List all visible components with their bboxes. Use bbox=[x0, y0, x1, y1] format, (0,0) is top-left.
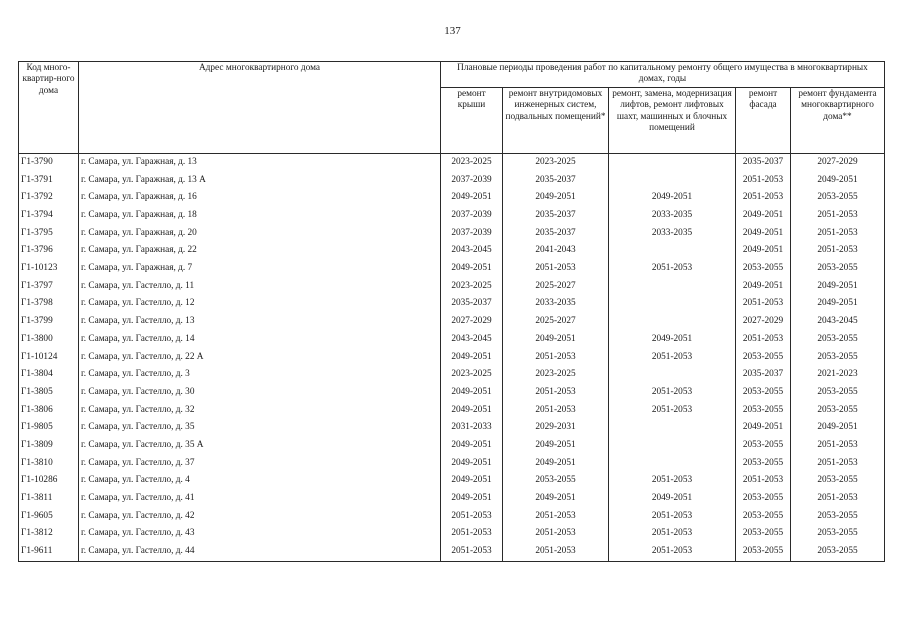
cell-elevators-period bbox=[609, 295, 736, 313]
cell-address: г. Самара, ул. Гастелло, д. 30 bbox=[79, 384, 441, 402]
table-row bbox=[19, 260, 885, 278]
cell-foundation-period: 2053-2055 bbox=[791, 508, 885, 526]
cell-address: г. Самара, ул. Гастелло, д. 11 bbox=[79, 278, 441, 296]
cell-code: Г1-3796 bbox=[19, 242, 79, 260]
cell-elevators-period: 2033-2035 bbox=[609, 207, 736, 225]
cell-code: Г1-10124 bbox=[19, 348, 79, 366]
table-row bbox=[19, 242, 885, 260]
cell-roof-period: 2027-2029 bbox=[441, 313, 503, 331]
cell-engineering-period: 2025-2027 bbox=[503, 313, 609, 331]
cell-roof-period: 2051-2053 bbox=[441, 525, 503, 543]
table-row bbox=[19, 508, 885, 526]
cell-roof-period: 2037-2039 bbox=[441, 207, 503, 225]
table-row bbox=[19, 419, 885, 437]
cell-address: г. Самара, ул. Гаражная, д. 20 bbox=[79, 225, 441, 243]
cell-facade-period: 2053-2055 bbox=[736, 260, 791, 278]
table-row bbox=[19, 207, 885, 225]
table-row bbox=[19, 278, 885, 296]
cell-engineering-period: 2035-2037 bbox=[503, 225, 609, 243]
cell-elevators-period: 2051-2053 bbox=[609, 472, 736, 490]
cell-engineering-period: 2035-2037 bbox=[503, 207, 609, 225]
header-periods: Плановые периоды проведения работ по капитальному ремонту общего имущества в многоквартирных домах, годы bbox=[441, 62, 885, 88]
cell-foundation-period: 2051-2053 bbox=[791, 455, 885, 473]
table-header bbox=[19, 62, 885, 154]
cell-elevators-period bbox=[609, 242, 736, 260]
cell-engineering-period: 2023-2025 bbox=[503, 153, 609, 171]
cell-address: г. Самара, ул. Гастелло, д. 22 А bbox=[79, 348, 441, 366]
cell-engineering-period: 2033-2035 bbox=[503, 295, 609, 313]
table-row bbox=[19, 525, 885, 543]
cell-facade-period: 2053-2055 bbox=[736, 490, 791, 508]
cell-code: Г1-3799 bbox=[19, 313, 79, 331]
table-row bbox=[19, 366, 885, 384]
cell-roof-period: 2049-2051 bbox=[441, 260, 503, 278]
cell-code: Г1-10286 bbox=[19, 472, 79, 490]
cell-engineering-period: 2051-2053 bbox=[503, 543, 609, 561]
cell-facade-period: 2053-2055 bbox=[736, 437, 791, 455]
table-row bbox=[19, 225, 885, 243]
cell-address: г. Самара, ул. Гастелло, д. 12 bbox=[79, 295, 441, 313]
cell-roof-period: 2023-2025 bbox=[441, 278, 503, 296]
cell-foundation-period: 2053-2055 bbox=[791, 401, 885, 419]
cell-address: г. Самара, ул. Гастелло, д. 4 bbox=[79, 472, 441, 490]
cell-foundation-period: 2053-2055 bbox=[791, 543, 885, 561]
cell-engineering-period: 2049-2051 bbox=[503, 455, 609, 473]
cell-engineering-period: 2029-2031 bbox=[503, 419, 609, 437]
cell-facade-period: 2053-2055 bbox=[736, 348, 791, 366]
cell-facade-period: 2035-2037 bbox=[736, 366, 791, 384]
cell-code: Г1-3798 bbox=[19, 295, 79, 313]
cell-elevators-period: 2049-2051 bbox=[609, 490, 736, 508]
header-address: Адрес многоквартирного дома bbox=[79, 62, 441, 154]
cell-foundation-period: 2051-2053 bbox=[791, 207, 885, 225]
cell-address: г. Самара, ул. Гастелло, д. 35 А bbox=[79, 437, 441, 455]
cell-foundation-period: 2053-2055 bbox=[791, 384, 885, 402]
cell-elevators-period: 2051-2053 bbox=[609, 525, 736, 543]
cell-engineering-period: 2051-2053 bbox=[503, 401, 609, 419]
header-roof: ремонт крыши bbox=[441, 87, 503, 153]
cell-roof-period: 2049-2051 bbox=[441, 437, 503, 455]
table-row bbox=[19, 437, 885, 455]
cell-elevators-period: 2051-2053 bbox=[609, 348, 736, 366]
cell-code: Г1-3812 bbox=[19, 525, 79, 543]
header-engineering: ремонт внутридомовых инженерных систем, подвальных помещений* bbox=[503, 87, 609, 153]
cell-address: г. Самара, ул. Гастелло, д. 42 bbox=[79, 508, 441, 526]
cell-roof-period: 2049-2051 bbox=[441, 348, 503, 366]
cell-engineering-period: 2051-2053 bbox=[503, 348, 609, 366]
cell-roof-period: 2043-2045 bbox=[441, 331, 503, 349]
cell-address: г. Самара, ул. Гастелло, д. 13 bbox=[79, 313, 441, 331]
cell-address: г. Самара, ул. Гаражная, д. 7 bbox=[79, 260, 441, 278]
cell-foundation-period: 2051-2053 bbox=[791, 225, 885, 243]
cell-engineering-period: 2051-2053 bbox=[503, 384, 609, 402]
cell-roof-period: 2037-2039 bbox=[441, 172, 503, 190]
cell-elevators-period bbox=[609, 172, 736, 190]
cell-roof-period: 2037-2039 bbox=[441, 225, 503, 243]
cell-roof-period: 2051-2053 bbox=[441, 543, 503, 561]
table-body bbox=[19, 153, 885, 561]
cell-engineering-period: 2051-2053 bbox=[503, 260, 609, 278]
cell-address: г. Самара, ул. Гастелло, д. 44 bbox=[79, 543, 441, 561]
cell-roof-period: 2049-2051 bbox=[441, 401, 503, 419]
cell-address: г. Самара, ул. Гастелло, д. 41 bbox=[79, 490, 441, 508]
table-row bbox=[19, 331, 885, 349]
cell-code: Г1-3794 bbox=[19, 207, 79, 225]
table-row bbox=[19, 153, 885, 171]
cell-address: г. Самара, ул. Гастелло, д. 3 bbox=[79, 366, 441, 384]
cell-elevators-period: 2051-2053 bbox=[609, 508, 736, 526]
cell-address: г. Самара, ул. Гастелло, д. 14 bbox=[79, 331, 441, 349]
table-row bbox=[19, 348, 885, 366]
cell-foundation-period: 2027-2029 bbox=[791, 153, 885, 171]
cell-code: Г1-3800 bbox=[19, 331, 79, 349]
cell-foundation-period: 2053-2055 bbox=[791, 348, 885, 366]
cell-elevators-period: 2049-2051 bbox=[609, 331, 736, 349]
cell-engineering-period: 2051-2053 bbox=[503, 508, 609, 526]
cell-code: Г1-9611 bbox=[19, 543, 79, 561]
cell-roof-period: 2049-2051 bbox=[441, 189, 503, 207]
cell-elevators-period bbox=[609, 313, 736, 331]
cell-code: Г1-3809 bbox=[19, 437, 79, 455]
cell-foundation-period: 2043-2045 bbox=[791, 313, 885, 331]
cell-code: Г1-3795 bbox=[19, 225, 79, 243]
cell-facade-period: 2053-2055 bbox=[736, 401, 791, 419]
table-row bbox=[19, 384, 885, 402]
cell-facade-period: 2053-2055 bbox=[736, 525, 791, 543]
cell-facade-period: 2053-2055 bbox=[736, 543, 791, 561]
table-row bbox=[19, 490, 885, 508]
cell-facade-period: 2049-2051 bbox=[736, 419, 791, 437]
cell-foundation-period: 2053-2055 bbox=[791, 525, 885, 543]
cell-elevators-period: 2051-2053 bbox=[609, 384, 736, 402]
cell-engineering-period: 2051-2053 bbox=[503, 525, 609, 543]
cell-foundation-period: 2049-2051 bbox=[791, 419, 885, 437]
cell-address: г. Самара, ул. Гаражная, д. 18 bbox=[79, 207, 441, 225]
cell-elevators-period bbox=[609, 153, 736, 171]
cell-code: Г1-9605 bbox=[19, 508, 79, 526]
cell-elevators-period bbox=[609, 278, 736, 296]
cell-address: г. Самара, ул. Гаражная, д. 13 bbox=[79, 153, 441, 171]
cell-facade-period: 2053-2055 bbox=[736, 455, 791, 473]
cell-facade-period: 2051-2053 bbox=[736, 295, 791, 313]
cell-facade-period: 2053-2055 bbox=[736, 508, 791, 526]
cell-address: г. Самара, ул. Гаражная, д. 16 bbox=[79, 189, 441, 207]
cell-address: г. Самара, ул. Гаражная, д. 13 А bbox=[79, 172, 441, 190]
cell-engineering-period: 2049-2051 bbox=[503, 490, 609, 508]
cell-roof-period: 2031-2033 bbox=[441, 419, 503, 437]
cell-elevators-period bbox=[609, 455, 736, 473]
cell-facade-period: 2049-2051 bbox=[736, 225, 791, 243]
cell-code: Г1-3805 bbox=[19, 384, 79, 402]
cell-foundation-period: 2053-2055 bbox=[791, 331, 885, 349]
cell-engineering-period: 2023-2025 bbox=[503, 366, 609, 384]
cell-foundation-period: 2053-2055 bbox=[791, 260, 885, 278]
cell-facade-period: 2051-2053 bbox=[736, 189, 791, 207]
cell-roof-period: 2049-2051 bbox=[441, 455, 503, 473]
cell-foundation-period: 2053-2055 bbox=[791, 472, 885, 490]
cell-address: г. Самара, ул. Гастелло, д. 43 bbox=[79, 525, 441, 543]
cell-engineering-period: 2049-2051 bbox=[503, 331, 609, 349]
cell-facade-period: 2049-2051 bbox=[736, 242, 791, 260]
cell-foundation-period: 2049-2051 bbox=[791, 295, 885, 313]
cell-address: г. Самара, ул. Гастелло, д. 32 bbox=[79, 401, 441, 419]
cell-roof-period: 2051-2053 bbox=[441, 508, 503, 526]
cell-code: Г1-3797 bbox=[19, 278, 79, 296]
cell-address: г. Самара, ул. Гастелло, д. 37 bbox=[79, 455, 441, 473]
table-row bbox=[19, 472, 885, 490]
cell-code: Г1-3791 bbox=[19, 172, 79, 190]
table-row bbox=[19, 401, 885, 419]
cell-code: Г1-3792 bbox=[19, 189, 79, 207]
cell-roof-period: 2035-2037 bbox=[441, 295, 503, 313]
cell-code: Г1-3811 bbox=[19, 490, 79, 508]
cell-engineering-period: 2035-2037 bbox=[503, 172, 609, 190]
cell-foundation-period: 2049-2051 bbox=[791, 172, 885, 190]
cell-code: Г1-3804 bbox=[19, 366, 79, 384]
page-number: 137 bbox=[444, 25, 461, 37]
cell-code: Г1-10123 bbox=[19, 260, 79, 278]
table-row bbox=[19, 172, 885, 190]
table-row bbox=[19, 455, 885, 473]
cell-code: Г1-3810 bbox=[19, 455, 79, 473]
cell-engineering-period: 2025-2027 bbox=[503, 278, 609, 296]
cell-elevators-period: 2051-2053 bbox=[609, 260, 736, 278]
cell-address: г. Самара, ул. Гаражная, д. 22 bbox=[79, 242, 441, 260]
cell-roof-period: 2023-2025 bbox=[441, 366, 503, 384]
header-code: Код много-квартир-ного дома bbox=[19, 62, 79, 154]
cell-engineering-period: 2049-2051 bbox=[503, 437, 609, 455]
cell-elevators-period bbox=[609, 437, 736, 455]
cell-code: Г1-3790 bbox=[19, 153, 79, 171]
cell-facade-period: 2027-2029 bbox=[736, 313, 791, 331]
cell-facade-period: 2053-2055 bbox=[736, 384, 791, 402]
cell-elevators-period: 2051-2053 bbox=[609, 401, 736, 419]
cell-foundation-period: 2049-2051 bbox=[791, 278, 885, 296]
cell-roof-period: 2043-2045 bbox=[441, 242, 503, 260]
cell-facade-period: 2051-2053 bbox=[736, 331, 791, 349]
cell-engineering-period: 2049-2051 bbox=[503, 189, 609, 207]
cell-facade-period: 2051-2053 bbox=[736, 472, 791, 490]
cell-code: Г1-3806 bbox=[19, 401, 79, 419]
table-row bbox=[19, 313, 885, 331]
cell-roof-period: 2049-2051 bbox=[441, 384, 503, 402]
table-row bbox=[19, 295, 885, 313]
cell-elevators-period: 2049-2051 bbox=[609, 189, 736, 207]
cell-address: г. Самара, ул. Гастелло, д. 35 bbox=[79, 419, 441, 437]
cell-foundation-period: 2051-2053 bbox=[791, 490, 885, 508]
table-row bbox=[19, 189, 885, 207]
cell-elevators-period bbox=[609, 419, 736, 437]
cell-facade-period: 2049-2051 bbox=[736, 207, 791, 225]
cell-foundation-period: 2021-2023 bbox=[791, 366, 885, 384]
cell-elevators-period: 2033-2035 bbox=[609, 225, 736, 243]
cell-facade-period: 2051-2053 bbox=[736, 172, 791, 190]
cell-roof-period: 2049-2051 bbox=[441, 490, 503, 508]
capital-repair-table bbox=[18, 61, 885, 562]
cell-elevators-period: 2051-2053 bbox=[609, 543, 736, 561]
table-row bbox=[19, 543, 885, 561]
header-elevators: ремонт, замена, модернизация лифтов, ремонт лифтовых шахт, машинных и блочных помещений bbox=[609, 87, 736, 153]
cell-engineering-period: 2053-2055 bbox=[503, 472, 609, 490]
cell-facade-period: 2049-2051 bbox=[736, 278, 791, 296]
cell-facade-period: 2035-2037 bbox=[736, 153, 791, 171]
cell-foundation-period: 2053-2055 bbox=[791, 189, 885, 207]
cell-elevators-period bbox=[609, 366, 736, 384]
cell-code: Г1-9805 bbox=[19, 419, 79, 437]
cell-roof-period: 2049-2051 bbox=[441, 472, 503, 490]
header-foundation: ремонт фундамента многоквартирного дома** bbox=[791, 87, 885, 153]
cell-foundation-period: 2051-2053 bbox=[791, 242, 885, 260]
cell-engineering-period: 2041-2043 bbox=[503, 242, 609, 260]
cell-roof-period: 2023-2025 bbox=[441, 153, 503, 171]
cell-foundation-period: 2051-2053 bbox=[791, 437, 885, 455]
header-facade: ремонт фасада bbox=[736, 87, 791, 153]
